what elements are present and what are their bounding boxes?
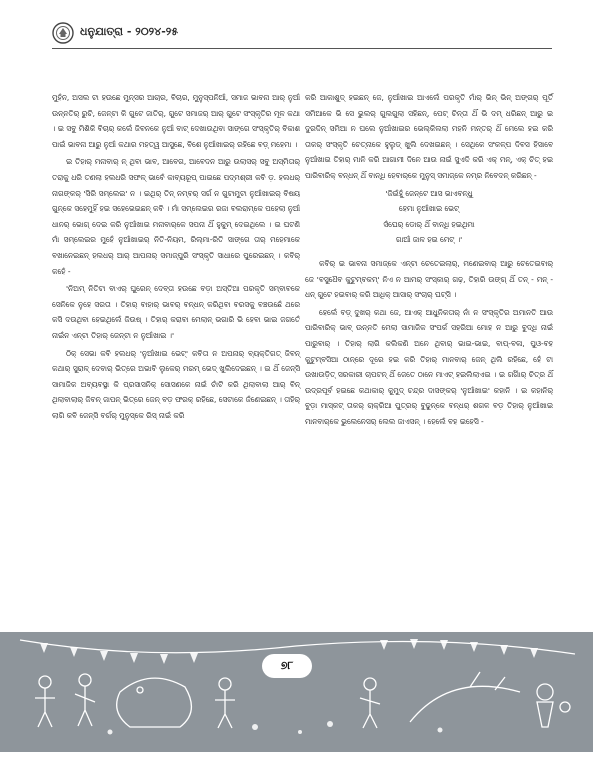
paragraph: କରି ଆକାଶୁଦ୍ ହଇଛନ୍ ଜେ, ନୁଆଁଖାଇ ଆଏଲେଁ ପରକୃତି ମାଁର୍ ଭିନ୍ ଭିନ୍ ଅଙ୍ଗର୍ ପୂର୍ତି ସମିଆକେ ଭି ସେ ଭୁଲର୍ ଗୁଲଗୁଲା ସହିଛନ୍, ପେଟ୍ ଚିନ୍ତା ଥିଁ ଭି ଦମ୍ ଧରିଛନ୍ ଆରୁ ଇ ଦୁରଦିନ୍ ସମିଆ ନ ଘଲେ ନୁଆଁଖାଇର ଭେଲ୍‌କିଲଲା ମହନି ମନ୍‌ତର୍ ଥିଁ ମେଲେ ହଇ କରି ତାକର୍ ସଂସ୍କୃତି ଚେତ୍‌ନାକେ ହୁଲୁଡ୍ ଖୁଲି ଦେଖଇଛନ୍ । ସେଥିକେ ସଂକଳ୍ପ ଦିବସ ହିସାବେ ନୁଆଁଖାଇ ତିହାର୍ ମାନି କରି ଆଗାମୀ ଦିନେ ଆଉ ନାଇଁ ସୁଏଦି କରି ଏକ୍ ମନ୍, ଏକ୍ ଚିତ୍ ହଇ ପାରିବାରିକ୍ ବନ୍ଧନ୍ ଥିଁ ବାନ୍ଧି ହେବାର୍‌କେ ମୁନୁସ୍ ସମାଜ୍‌କେ ନମ୍ର ନିବେଦନ୍ କରିଛନ୍ - xyxy=(305,93,553,180)
verse-line: ହେମା ନୁଆଁଖାଇ ଭେଟ୍ xyxy=(398,204,460,214)
festival-illustration-icon xyxy=(0,632,593,752)
paragraph: ହେଲେଁ ବଡ଼୍ ଦୁଖର୍ କଥା ଜେ, ଆଏକ୍ ଆଧୁନିକତାର୍ ନାଁ ନ ସଂସ୍କୃତିର ଅମାନତି ଆଉ ପାରିବାରିକ୍ ଭାବ୍ ଉନ୍ନତି ମେଲା ସାମାଜିକ ସଂପର୍କ ସହରିଆ ମୋହ ନ ଆରୁ ବୁଦ୍ଧି ନାଇଁ ପାରୁବାର୍ । ତିହାର୍ ଲାଗି କଲିକଣି ଅନେ ଥିବାର୍ ଭାଇ-ଭାଇ, ବାପ୍-ବଳା, ପୁଓ-ବହ କୁଟୁମ୍ବସିଆ ଠାନ୍‌ରେ ଦୂରେ ହଇ କରି ତିହାର୍ ମାନବାର୍ ଜେନ୍ ଥିଲି ରହିଛେ, ହେଁ ଟା ଉଖାଉଡ଼ିତ୍ ସରକାରୀ ଚାପଟନ୍ ଥିଁ ଜେତେ ଠାନେ ମାଏଟ୍ ହଇଲିଲାଏଇ । ଇ ଗର୍ଗାଁର୍ ଚିତ୍ର ଥିଁ ଉଦ୍ରପୂର୍ବ ହଇଛେ କଥାକାର୍ କୁମୁଦ୍ ଚନ୍ଦ୍ର ଦାସଙ୍କର୍ 'ନୁଆଁଖାଇ' କହାନି । ଇ କହାନିର୍ ବୁଡ଼ା ମାସ୍କଟ୍ ତାକର୍ ଚାକ୍ରିଆ ପୁତ୍ରର୍ ବୁଢୁନ୍‌କେ ବନ୍ଧର୍ ଶଗଳ ବଡ଼ ତିହାର୍ ନୁଆଁଖାଇ ମାନବାର୍‌କେ ଭୁଲେନେସର୍ ଲେଲ ଜାଏସନ୍ । ହେଲେଁ ବହ ଇହେସି - xyxy=(305,307,553,426)
paragraph: ଇ ତିହାର୍ ମନାବାର୍ ନ୍ ଥିବା ଭାବ, ଆବେଗ, ଆବେଦନ ଆରୁ ଉଲାସର୍ ସବୁ ଅସ୍ମିତାର୍ ତରାକୁ ଧରି ତଣଲା ହଲଧରି ସଫଳ୍ ଭାବେଁ କାବ୍ୟରୂପ୍ ପାଇଛେ ପଦ୍ମଶ୍ରୀ କବି ଡ଼. ହଲଧର୍ ନାଗଙ୍କର୍ 'ସିରି ସମ୍ଲେଇ' ନ । ଇଥିର୍ ତିନ୍ ନମ୍ବର୍ ସର୍ଗ ନ ଗୁଟାମୁଟା ନୁଆଁଖାଇର୍ ବିଷୟ ଗୁନ୍‌କେ ସହେମୁହିଁ ହଇ ସହେଭେଇଛନ୍ କବି । ମାଁ ସମ୍ଲେଇର ରଜା ବଲରାମ୍‌କେ ପହେଲା ନୁଆଁ ଧାନର୍ ଭୋଗ୍ ଦେଇ କରି ନୁଆଁଖାଇ ମନାବାର୍‌କେ ସପନା ଥିଁ ହୁକୁମ୍ ଦେଇଥିଲେ । ଇ ଘଟଣି ମାଁ ସମ୍ଲେଇର ମୁହେଁ ନୁଆଁଖାଇର୍ ନିତି-ନିୟମ, ରିଲ୍ମା-ରିତି ସାଙ୍ଗେ ତାର୍ ମହେମାକେ ବଖାନେଇଛନ୍ ହଲଧର୍ ଆର୍ ଆପନାର୍ ସମାଜ୍‌ପୁରି ସଂସ୍କୃତି ସାଧାରେ ପୁରେଇଛନ୍ । କବିର୍ କହେଁ - xyxy=(52,157,300,276)
page-number: ୭୮ xyxy=(262,654,312,678)
running-header xyxy=(52,22,552,46)
paragraph: କବିର୍ ଇ ଭାବନା ସମାଜ୍‌କେ ଏନ୍‌ଟା ଚେତେଇଲାର୍, ମଣେଇବାର୍ ଆରୁ ଚେତେଇବାର୍ ଜେ 'ବସୁଧୈବ କୁଟୁମ୍ବକମ୍' ନିଏ ନ ଆମର୍ ସଂସ୍କାର୍ ଗଢ଼, ତିହାରି ଉଙ୍ଗ୍ ଥିଁ ତନ୍ - ମନ୍ - ଧନ୍ ଗୁଟେ ହଇବାର୍ କରି ଆଧିକ୍ ଆସାର୍ ସଂଚାର୍ ଘଟ୍‌ସି । xyxy=(305,258,553,300)
left-column xyxy=(52,90,300,425)
decorative-footer xyxy=(0,632,593,752)
paragraph: ଠିକ୍ ସେଭା କବି ହଲଧର୍ 'ନୁଆଁଖାଇ ଭେଟ୍' କବିତା ନ ଅପନାର୍ ବ୍ୟକ୍ତିଗତ୍ ଜିବନ୍ କଥାର୍ ସୁରାଳ୍ ଦେବାର୍ ଭିତ୍ରେ ଅଭାବି ଲୁକେର୍ ମରମ୍ ଭେଦ୍ ଖୁଲିଦେଇଛନ୍ । ଇ ଥିଁ ଜେନ୍‌ସି ସାମାଜିକ ଅବ୍ୟବସ୍ଥା କି ପ୍ରସାସନିକ୍ ସୋସଣକେ ନାଇଁ ଚାଁଟି କରି ଥିଲାବାଲା ଆର୍ ବିନ୍ ଥିଲାବାଲାର୍ ଜିବନ୍ ଜାପନ୍ ଭିତ୍ରେ ଜେନ୍ ବଡ଼ ଫରକ୍ ରହିଛେ, ସେଟାକେ ଜଁଣେଇଛନ୍ । ତାହିର୍ ଲାଗି କବି ଜେନ୍‌ସି ବର୍ଗର୍ ମୁନୁସ୍‌କେ ରିସ୍ ନାଇଁ କରି xyxy=(52,348,300,420)
verse-line: ଗାଆଁ ଜାଳ ହଇ ମେଟ୍ ।' xyxy=(395,235,463,245)
right-column xyxy=(305,90,553,431)
verse-line: ସଁଘେର୍ ଡୋର୍ ଥିଁ ବାନ୍ଧି ହଇଥିମା xyxy=(383,219,475,229)
page-header-title: ଧନୁଯାତ୍ରା - ୨୦୨୪-୨୫ xyxy=(80,25,179,38)
quote-paragraph: 'ନିଅମ୍ ନିତିଟା ବାଏର୍ ଘୁରେନ୍ ଦେବ୍‌ତା ହଉଛେ ବଡ଼ା ଅସ୍ତିଆ ପରକୃତି ସମ୍ବାବକେ ସେନିକେ ନୁହେ ସରତା । ତିହାର୍ ବାହାର୍ ଭାବର୍ ବନ୍ଧନ୍ କରିଥିବା ବରସକୁ ବଞ୍ଚଉଛେଁ ଥରେ କସି ଦଉଥିବା ହେଇଥିଲେଁ ଜିଉଷ୍ । ତିହାର୍ କରାବା ମେଲାନ୍ ଭଗାରି ଭି ହେବା ଭାଇ ଜଗତେଁ ନାଇଁନ ଏନ୍‌ଟା ତିହାର୍ ଜେନ୍‌ଟା ନ ନୁଆଁଖାଇ ।' xyxy=(52,284,300,340)
verse-line: 'ଜିଇଁହୁଁ ଜେନ୍‌ଟେ ଆସ ଭାଏବନ୍ଧୁ xyxy=(385,188,473,198)
header-divider xyxy=(52,48,552,49)
paragraph: ମୁହଁନ, ଅସଲ ଟା ହଉଛେ ମୁନ୍‌ସର ଆଚାର, ବିଚାର, ମୁନୁସ୍‌ପନିଆଁ, ସମାଜ ଭାବନା ଆର୍ ନୁଆଁ ଉନ୍ନତିର୍ ରୁଚି, ଜେନ୍‌ଟା କି ଗୁଟେ ଜାତିର୍, ଗୁଟେ ସମାଜର୍ ଆର୍ ଗୁଟେ ସଂସ୍କୃତିର ମୂଳ କଥା । ଇ ସବୁ ମିଶିକି ବିଚାର୍ କଲେଁ ଜିବନକେ ନୁଆଁ ବାଟ୍ ଦେଖାଉଥିବା ସାଙ୍ଗେ ସଂସ୍କୃତିର୍ ବିକାଶ ପାଇଁ ଭାବନା ଆରୁ ନୁଆଁ କଥାର ମହତ୍ୱ ଆସୁଛେ, ବିଶେ ନୁଆଁଖାଇର୍ ରହିଛେ ବଡ଼୍ ମହେମା । xyxy=(52,93,300,149)
seal-logo-icon xyxy=(52,22,74,44)
